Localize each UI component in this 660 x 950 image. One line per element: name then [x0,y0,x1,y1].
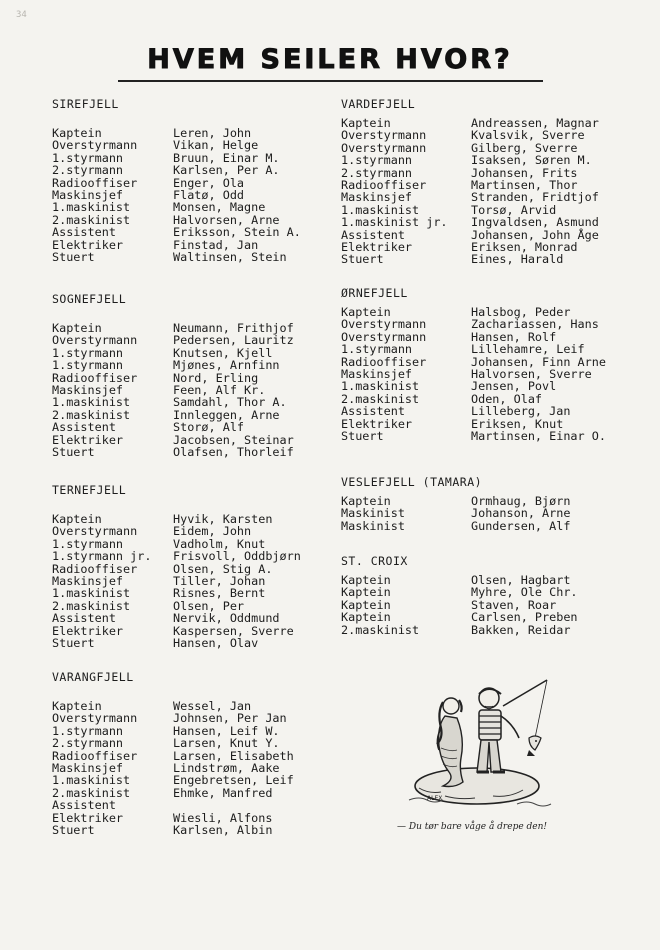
crew-rank: Overstyrmann [52,524,138,539]
crew-row [52,774,332,786]
crew-rank: Maskinsjef [52,382,124,397]
crew-name: Bakken, Reidar [471,622,571,637]
crew-rank: Kaptein [341,573,391,587]
crew-rank: Maskinsjef [52,573,124,588]
crew-rank: Stuert [341,428,384,443]
crew-name: Olsen, Hagbart [471,573,571,587]
crew-name: Eriksen, Monrad [471,239,578,254]
crew-row [52,164,332,176]
crew-name: Kaspersen, Sverre [173,623,294,638]
crew-rank: Kaptein [341,585,391,600]
crew-rank: 2.styrmann [52,163,124,178]
crew-rank: Maskinsjef [52,187,124,202]
crew-name: Martinsen, Thor [471,177,578,192]
crew-list [341,495,631,532]
crew-rank: Stuert [52,249,95,264]
crew-rank: 2.styrmann [341,165,413,180]
crew-rank: Radiooffiser [341,177,427,192]
crew-rank: 1.maskinist [341,202,420,217]
crew-rank: Kaptein [52,126,102,140]
crew-rank: Overstyrmann [52,333,138,348]
crew-list [341,574,631,636]
crew-name: Vikan, Helge [173,138,259,153]
crew-row [341,586,631,598]
crew-row [52,226,332,238]
crew-rank: Radiooffiser [52,370,138,385]
crew-rank: 1.styrmann [52,536,124,551]
crew-row [341,343,631,355]
crew-rank: 2.maskinist [341,391,420,406]
ship-heading: ØRNEFJELL [341,286,408,300]
crew-name: Hansen, Leif W. [173,723,280,738]
crew-rank: Elektriker [341,239,413,254]
ship-heading: SIREFJELL [52,97,119,111]
crew-row [52,359,332,371]
crew-name: Johansen, Finn Arne [471,354,606,369]
crew-name: Johnsen, Per Jan [173,711,287,726]
crew-name: Myhre, Ole Chr. [471,585,578,600]
crew-name: Hansen, Olav [173,635,259,650]
crew-row [341,154,631,166]
crew-name: Samdahl, Thor A. [173,395,287,410]
crew-rank: Assistent [52,225,116,240]
crew-row [52,334,332,346]
crew-rank: 1.styrmann [52,358,124,373]
crew-rank: Maskinist [341,506,405,521]
crew-rank: 1.maskinist [52,586,131,601]
crew-name: Storø, Alf [173,420,245,435]
crew-rank: Kaptein [52,512,102,526]
crew-rank: Assistent [52,420,116,435]
crew-name: Knutsen, Kjell [173,345,273,360]
crew-row [52,396,332,408]
crew-name: Flatø, Odd [173,187,245,202]
crew-name: Hansen, Rolf [471,329,557,344]
crew-rank: Maskinsjef [341,366,413,381]
crew-name: Ingvaldsen, Asmund [471,215,599,230]
crew-name: Pedersen, Lauritz [173,333,294,348]
crew-rank: Elektriker [341,416,413,431]
crew-row [341,611,631,623]
crew-rank: 1.styrmann [52,345,124,360]
crew-name: Waltinsen, Stein [173,249,287,264]
crew-name: Isaksen, Søren M. [471,153,592,168]
crew-row [52,612,332,624]
crew-rank: Overstyrmann [341,140,427,155]
crew-row [341,129,631,141]
crew-name: Halsbog, Peder [471,305,571,319]
crew-name: Risnes, Bernt [173,586,266,601]
crew-name: Halvorsen, Sverre [471,366,592,381]
crew-list [341,306,631,442]
crew-name: Halvorsen, Arne [173,212,280,227]
crew-row [52,446,332,458]
crew-row [341,405,631,417]
crew-rank: Stuert [341,252,384,267]
crew-rank: Kaptein [341,116,391,130]
ship-heading: VESLEFJELL (TAMARA) [341,475,483,489]
crew-rank: Kaptein [341,610,391,625]
crew-name: Gilberg, Sverre [471,140,578,155]
crew-name: Vadholm, Knut [173,536,266,551]
crew-rank: Kaptein [52,699,102,713]
page-title: HVEM SEILER HVOR? [147,44,513,75]
crew-list [52,513,332,649]
crew-name: Larsen, Knut Y. [173,736,280,751]
crew-rank: 1.styrmann [341,342,413,357]
crew-rank: Overstyrmann [52,711,138,726]
svg-text:ALEX: ALEX [427,795,443,802]
crew-row [341,216,631,228]
crew-rank: Radiooffiser [52,561,138,576]
crew-rank: Assistent [341,404,405,419]
crew-row [341,624,631,636]
crew-rank: Maskinsjef [341,190,413,205]
crew-list [341,117,631,266]
crew-rank: Kaptein [341,305,391,319]
crew-name: Johansen, John Åge [471,227,599,242]
crew-name: Ormhaug, Bjørn [471,494,571,508]
crew-name: Martinsen, Einar O. [471,428,606,443]
crew-row [52,799,332,811]
crew-row [52,824,332,836]
ship-heading: ST. CROIX [341,554,408,568]
crew-name: Mjønes, Arnfinn [173,358,280,373]
crew-name: Monsen, Magne [173,200,266,215]
crew-row [341,430,631,442]
crew-rank: Kaptein [341,597,391,612]
crew-name: Lindstrøm, Aake [173,760,280,775]
crew-rank: Overstyrmann [341,329,427,344]
crew-name: Eriksen, Knut [471,416,564,431]
crew-row [341,253,631,265]
crew-name: Wiesli, Alfons [173,810,273,825]
crew-rank: 2.maskinist [341,622,420,637]
crew-name: Nervik, Oddmund [173,611,280,626]
crew-name: Tiller, Johan [173,573,266,588]
crew-rank: Kaptein [341,494,391,508]
crew-rank: Assistent [52,611,116,626]
crew-rank: Radiooffiser [52,748,138,763]
crew-rank: Kaptein [52,321,102,335]
crew-rank: 1.styrmann [52,150,124,165]
crew-rank: 1.maskinist [341,379,420,394]
crew-list [52,322,332,458]
crew-name: Leren, John [173,126,252,140]
crew-row [341,191,631,203]
crew-rank: 1.maskinist [52,395,131,410]
crew-rank: 1.maskinist [52,200,131,215]
crew-name: Eriksson, Stein A. [173,225,301,240]
crew-rank: Radiooffiser [52,175,138,190]
crew-rank: 1.styrmann [341,153,413,168]
crew-name: Gundersen, Alf [471,518,571,533]
title-underline [118,80,543,82]
ship-heading: TERNEFJELL [52,483,127,497]
crew-name: Olsen, Stig A. [173,561,273,576]
crew-rank: Overstyrmann [341,317,427,332]
crew-rank: Elektriker [52,237,124,252]
crew-rank: Elektriker [52,810,124,825]
crew-name: Lilleberg, Jan [471,404,571,419]
crew-rank: 1.styrmann jr. [52,549,152,564]
crew-name: Torsø, Arvid [471,202,557,217]
crew-name: Johansen, Frits [471,165,578,180]
crew-name: Olafsen, Thorleif [173,444,294,459]
crew-row [52,139,332,151]
crew-name: Wessel, Jan [173,699,252,713]
crew-name: Hyvik, Karsten [173,512,273,526]
crew-rank: Maskinist [341,518,405,533]
crew-rank: Stuert [52,444,95,459]
crew-rank: 2.maskinist [52,598,131,613]
crew-name: Karlsen, Per A. [173,163,280,178]
crew-rank: Radiooffiser [341,354,427,369]
crew-name: Nord, Erling [173,370,259,385]
ship-heading: VARDEFJELL [341,97,416,111]
crew-name: Frisvoll, Oddbjørn [173,549,301,564]
crew-rank: Elektriker [52,623,124,638]
ship-heading: VARANGFJELL [52,670,134,684]
crew-name: Neumann, Frithjof [173,321,294,335]
crew-row [52,587,332,599]
crew-row [52,201,332,213]
crew-rank: 2.maskinist [52,212,131,227]
crew-name: Staven, Roar [471,597,557,612]
crew-name: Karlsen, Albin [173,822,273,837]
ship-heading: SOGNEFJELL [52,292,127,306]
crew-row [341,520,631,532]
crew-rank: 2.styrmann [52,736,124,751]
crew-name: Finstad, Jan [173,237,259,252]
crew-rank: 1.maskinist jr. [341,215,448,230]
crew-name: Feen, Alf Kr. [173,382,266,397]
crew-row [52,525,332,537]
crew-row [341,507,631,519]
crew-rank: 2.maskinist [52,785,131,800]
crew-name: Lillehamre, Leif [471,342,585,357]
crew-name: Enger, Ola [173,175,245,190]
cartoon-caption: — Du tør bare våge å drepe den! [397,822,548,832]
crew-name: Kvalsvik, Sverre [471,128,585,143]
crew-row [52,737,332,749]
crew-name: Ehmke, Manfred [173,785,273,800]
crew-row [52,637,332,649]
crew-rank: Stuert [52,822,95,837]
crew-rank: 1.styrmann [52,723,124,738]
crew-rank: Maskinsjef [52,760,124,775]
crew-name: Larsen, Elisabeth [173,748,294,763]
crew-rank: Assistent [341,227,405,242]
crew-list [52,700,332,836]
crew-rank: Overstyrmann [341,128,427,143]
crew-name: Carlsen, Preben [471,610,578,625]
crew-row [52,712,332,724]
page-number: 34 [16,10,27,20]
crew-name: Andreassen, Magnar [471,116,599,130]
crew-rank: Stuert [52,635,95,650]
crew-row [341,380,631,392]
crew-row [52,251,332,263]
crew-row [52,550,332,562]
crew-name: Eines, Harald [471,252,564,267]
crew-name: Zachariassen, Hans [471,317,599,332]
crew-name: Engebretsen, Leif [173,773,294,788]
crew-name: Stranden, Fridtjof [471,190,599,205]
crew-row [52,421,332,433]
cartoon-illustration [405,676,555,814]
crew-name: Olsen, Per [173,598,245,613]
crew-name: Innleggen, Arne [173,407,280,422]
crew-rank: Assistent [52,798,116,813]
crew-name: Jacobsen, Steinar [173,432,294,447]
crew-rank: Overstyrmann [52,138,138,153]
crew-list [52,127,332,263]
crew-name: Jensen, Povl [471,379,557,394]
crew-name: Oden, Olaf [471,391,543,406]
crew-name: Johanson, Arne [471,506,571,521]
crew-name: Eidem, John [173,524,252,539]
crew-rank: 2.maskinist [52,407,131,422]
crew-rank: 1.maskinist [52,773,131,788]
crew-name: Bruun, Einar M. [173,150,280,165]
crew-rank: Elektriker [52,432,124,447]
crew-row [341,318,631,330]
